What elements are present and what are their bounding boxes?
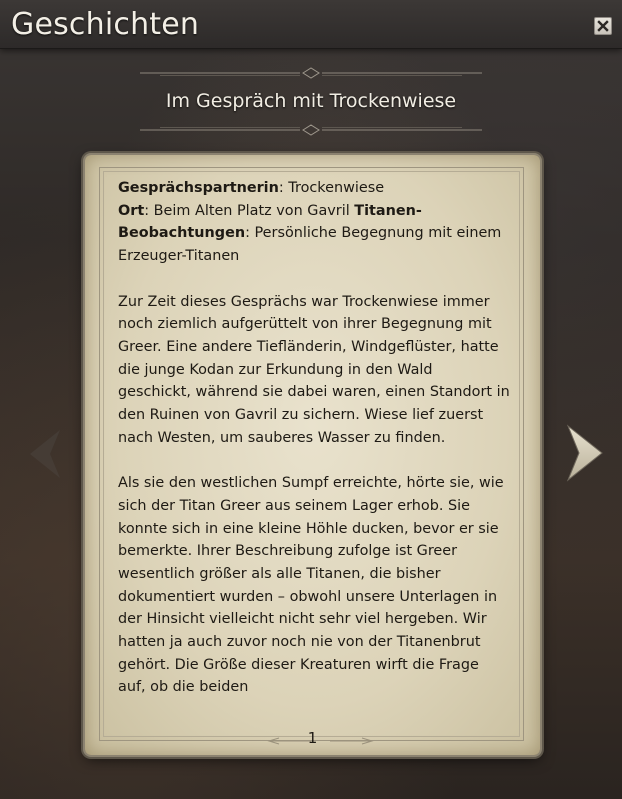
partner-value: Trockenwiese xyxy=(288,180,385,196)
observations-label: Titanen-Beobachtungen xyxy=(118,202,422,242)
story-page xyxy=(85,155,540,755)
partner-label: Gesprächspartnerin xyxy=(118,180,279,196)
ornament-divider-top xyxy=(140,67,482,79)
story-paragraph: Als sie den westlichen Sumpf erreichte, hörte sie, wie sich der Titan Greer aus seinem Lager erhob. Sie konnte sich in eine kleine Höhle ducken, bevor er sie bemerkte. Ihrer Beschreibung zufolge ist Greer wesentlich größer als alle Titanen, die bisher dokumentiert wurden – obwohl unsere Unterlagen in der Hinsicht vielleicht nicht sehr viel hergeben. Wir hatten ja auch zuvor noch nie von der Titanenbrut gehört. Die Größe dieser Kreaturen wirft die Frage auf, ob die beiden xyxy=(118,475,504,696)
story-text xyxy=(118,177,510,719)
page-number: 1 xyxy=(307,729,318,747)
place-value: Beim Alten Platz von Gavril xyxy=(153,202,350,219)
close-button[interactable] xyxy=(594,17,612,35)
close-icon xyxy=(597,20,609,32)
story-paragraph: Zur Zeit dieses Gesprächs war Trockenwiese immer noch ziemlich aufgerüttelt von ihrer Begegnung mit Greer. Eine andere Tiefländerin, Windgeflüster, hatte die junge Kodan zur Erkundung in den Wald geschickt, während sie dabei waren, einen Standort in den Ruinen von Gavril zu sichern. Wiese lief zuerst nach Westen, um sauberes Wasser zu finden. xyxy=(118,293,510,446)
title-bar xyxy=(0,0,622,49)
arrow-right-icon[interactable] xyxy=(566,424,604,482)
meta-block: Gesprächspartnerin: Trockenwiese Ort: Beim Alten Platz von Gavril Titanen-Beobachtungen: Persönliche Begegnung mit einem Erzeuger-Titanen xyxy=(118,180,502,265)
place-label: Ort xyxy=(118,202,145,219)
conversation-title: Im Gespräch mit Trockenwiese xyxy=(165,90,457,112)
window-title: Geschichten xyxy=(11,7,200,42)
page-number-ornament-right xyxy=(330,737,376,745)
ornament-divider-bottom xyxy=(140,124,482,136)
observations-value: Persönliche Begegnung mit einem Erzeuger-Titanen xyxy=(118,225,502,265)
arrow-left-icon[interactable] xyxy=(26,428,62,480)
